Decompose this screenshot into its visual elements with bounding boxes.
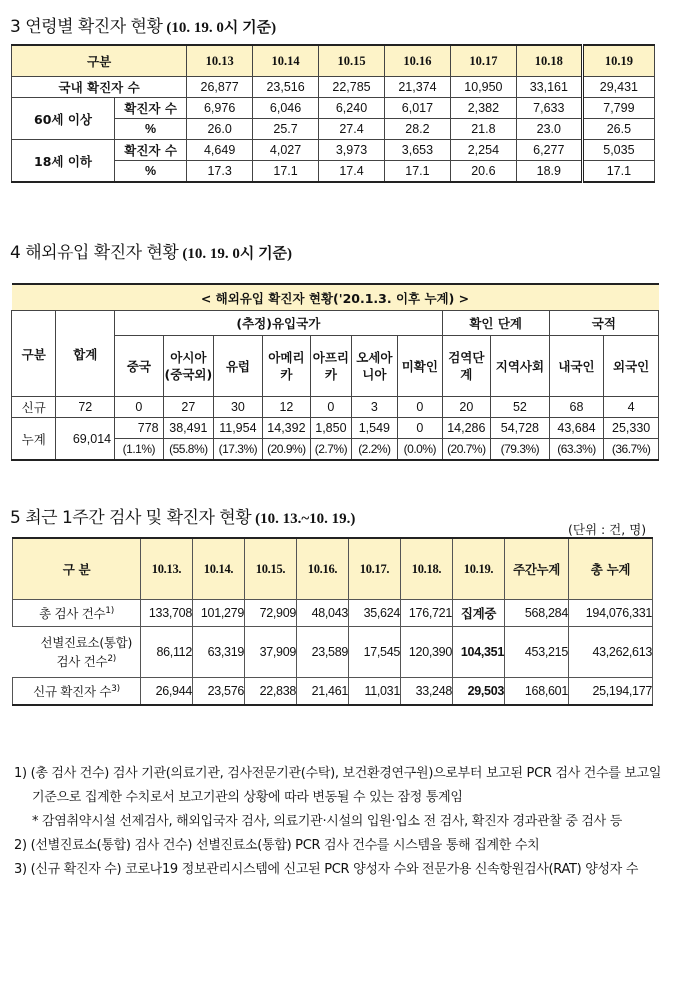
tests-value-pending: 집계중: [453, 600, 505, 627]
under18-pct: 17.1: [384, 161, 450, 183]
screening-value: 104,351: [453, 627, 505, 678]
cases-label: 확진자 수: [115, 140, 187, 161]
footnotes: [14, 762, 664, 882]
over60-pct: 27.4: [319, 119, 385, 140]
domestic-label: 국내 확진자 수: [12, 77, 187, 98]
header-weekly-total: 주간누계: [505, 538, 569, 600]
domestic-value: 21,374: [384, 77, 450, 98]
new-cases-value: 23,576: [193, 678, 245, 706]
screening-total: 43,262,613: [569, 627, 653, 678]
under18-cases: 3,973: [319, 140, 385, 161]
header-gubun: 구분: [12, 311, 56, 397]
total-tests-label-text: 총 검사 건수: [39, 606, 106, 621]
cum-pct: (20.9%): [262, 439, 311, 461]
header-date: 10.14: [253, 45, 319, 77]
new-value: 0: [115, 397, 164, 418]
over60-pct: 23.0: [516, 119, 582, 140]
header-countries: (추정)유입국가: [115, 311, 442, 336]
over60-cases: 7,799: [582, 98, 654, 119]
new-value: 30: [214, 397, 263, 418]
tests-value: 133,708: [141, 600, 193, 627]
cum-value: 25,330: [604, 418, 659, 439]
pct-label: %: [115, 161, 187, 183]
header-date: 10.13.: [141, 538, 193, 600]
tests-value: 48,043: [297, 600, 349, 627]
age-table-header: [12, 45, 655, 77]
cum-value: 0: [398, 418, 442, 439]
tests-value: 101,279: [193, 600, 245, 627]
footnote-mark: 2): [107, 653, 116, 664]
section5-title-text: 5 최근 1주간 검사 및 확진자 현황: [10, 508, 252, 528]
header-nationality: 국적: [549, 311, 658, 336]
section5-title: [10, 503, 355, 528]
header-date: 10.14.: [193, 538, 245, 600]
cum-pct: (79.3%): [491, 439, 550, 461]
cum-total: 69,014: [56, 418, 115, 461]
screening-value: 37,909: [245, 627, 297, 678]
header-date: 10.17: [450, 45, 516, 77]
footnote-1: 1) (총 검사 건수) 검사 기관(의료기관, 검사전문기관(수탁), 보건환경연구원)으로부터 보고된 PCR 검사 건수를 보고일 기준으로 집계한 수치로서 보고기관의 상황에 따라 변동될 수 있는 잠정 통계임: [14, 766, 662, 805]
screening-label-a: 선별진료소(통합): [40, 634, 133, 650]
new-value: 72: [56, 397, 115, 418]
section4-title-text: 4 해외유입 확진자 현황: [10, 243, 179, 263]
header-foreign: 외국인: [604, 336, 659, 397]
header-date: 10.15.: [245, 538, 297, 600]
new-cases-value: 21,461: [297, 678, 349, 706]
over60-cases-row: [12, 98, 655, 119]
over60-cases: 6,240: [319, 98, 385, 119]
footnote-3: 3) (신규 확진자 수) 코로나19 정보관리시스템에 신고된 PCR 양성자 수와 전문가용 신속항원검사(RAT) 양성자 수: [14, 862, 639, 877]
domestic-value: 29,431: [582, 77, 654, 98]
new-cases-label-text: 신규 확진자 수: [33, 684, 112, 699]
under18-cases: 6,277: [516, 140, 582, 161]
footnote-mark: 3): [111, 683, 120, 694]
new-cases-value: 22,838: [245, 678, 297, 706]
under18-cases: 4,027: [253, 140, 319, 161]
under18-label: 18세 이하: [12, 140, 115, 183]
header-date: 10.16.: [297, 538, 349, 600]
over60-pct: 21.8: [450, 119, 516, 140]
new-value: 4: [604, 397, 659, 418]
cum-pct: (2.7%): [311, 439, 351, 461]
new-value: 0: [311, 397, 351, 418]
under18-cases: 5,035: [582, 140, 654, 161]
over60-pct: 26.0: [187, 119, 253, 140]
cum-pct: (20.7%): [442, 439, 491, 461]
header-date: 10.17.: [349, 538, 401, 600]
tests-total: 194,076,331: [569, 600, 653, 627]
cases-label: 확진자 수: [115, 98, 187, 119]
under18-pct: 18.9: [516, 161, 582, 183]
header-date: 10.15: [319, 45, 385, 77]
unit-label: (단위 : 건, 명): [568, 522, 647, 537]
overseas-caption: < 해외유입 확진자 현황('20.1.3. 이후 누계) >: [12, 284, 659, 311]
weekly-header-row: [13, 538, 653, 600]
header-community: 지역사회: [491, 336, 550, 397]
cum-value: 43,684: [549, 418, 604, 439]
screening-tests-label: [13, 627, 141, 678]
screening-value: 63,319: [193, 627, 245, 678]
over60-cases: 6,046: [253, 98, 319, 119]
over60-cases: 7,633: [516, 98, 582, 119]
header-quarantine: 검역단계: [442, 336, 491, 397]
overseas-table: [11, 283, 659, 461]
cum-pct: (0.0%): [398, 439, 442, 461]
header-unknown: 미확인: [398, 336, 442, 397]
header-date: 10.19.: [453, 538, 505, 600]
screening-value: 17,545: [349, 627, 401, 678]
new-value: 3: [351, 397, 398, 418]
over60-pct: 28.2: [384, 119, 450, 140]
cum-value: 14,392: [262, 418, 311, 439]
pct-label: %: [115, 119, 187, 140]
cum-pct: (55.8%): [163, 439, 214, 461]
header-date: 10.18: [516, 45, 582, 77]
cum-pct: (36.7%): [604, 439, 659, 461]
weekly-test-table: [12, 537, 653, 706]
screening-value: 86,112: [141, 627, 193, 678]
under18-cases: 3,653: [384, 140, 450, 161]
cum-pct: (2.2%): [351, 439, 398, 461]
under18-cases: 4,649: [187, 140, 253, 161]
domestic-value: 26,877: [187, 77, 253, 98]
domestic-value: 22,785: [319, 77, 385, 98]
tests-weekly: 568,284: [505, 600, 569, 627]
over60-label: 60세 이상: [12, 98, 115, 140]
over60-cases: 6,976: [187, 98, 253, 119]
cum-value: 38,491: [163, 418, 214, 439]
overseas-caption-row: [12, 284, 659, 311]
new-label: 신규: [12, 397, 56, 418]
header-america: 아메리카: [262, 336, 311, 397]
cum-value: 14,286: [442, 418, 491, 439]
cum-pct: (17.3%): [214, 439, 263, 461]
under18-pct: 17.1: [582, 161, 654, 183]
cum-pct: (63.3%): [549, 439, 604, 461]
cum-value: 1,549: [351, 418, 398, 439]
new-cases-weekly: 168,601: [505, 678, 569, 706]
over60-cases: 2,382: [450, 98, 516, 119]
section4-subtitle: (10. 19. 0시 기준): [182, 246, 293, 262]
new-cases-total: 25,194,177: [569, 678, 653, 706]
cum-value: 778: [115, 418, 164, 439]
new-cases-row: [13, 678, 653, 706]
under18-cases: 2,254: [450, 140, 516, 161]
new-value: 0: [398, 397, 442, 418]
cum-value: 1,850: [311, 418, 351, 439]
overseas-header-row1: [12, 311, 659, 336]
new-value: 20: [442, 397, 491, 418]
cum-value: 54,728: [491, 418, 550, 439]
cum-label: 누계: [12, 418, 56, 461]
header-korean: 내국인: [549, 336, 604, 397]
screening-weekly: 453,215: [505, 627, 569, 678]
domestic-value: 23,516: [253, 77, 319, 98]
new-value: 27: [163, 397, 214, 418]
domestic-value: 10,950: [450, 77, 516, 98]
section4-title: [10, 238, 292, 263]
over60-pct: 26.5: [582, 119, 654, 140]
header-date: 10.13: [187, 45, 253, 77]
under18-pct: 17.3: [187, 161, 253, 183]
section5-subtitle: (10. 13.~10. 19.): [255, 511, 356, 527]
header-date: 10.18.: [401, 538, 453, 600]
total-tests-row: [13, 600, 653, 627]
screening-label-b: 검사 건수: [56, 654, 108, 670]
new-cases-value: 33,248: [401, 678, 453, 706]
new-cases-label: [13, 678, 141, 706]
domestic-value: 33,161: [516, 77, 582, 98]
over60-cases: 6,017: [384, 98, 450, 119]
over60-pct: 25.7: [253, 119, 319, 140]
cum-value: 11,954: [214, 418, 263, 439]
header-grand-total: 총 누계: [569, 538, 653, 600]
screening-value: 23,589: [297, 627, 349, 678]
under18-pct: 20.6: [450, 161, 516, 183]
overseas-new-row: [12, 397, 659, 418]
header-africa: 아프리카: [311, 336, 351, 397]
total-tests-label: [13, 600, 141, 627]
section3-subtitle: (10. 19. 0시 기준): [166, 20, 277, 36]
new-cases-value: 26,944: [141, 678, 193, 706]
tests-value: 176,721: [401, 600, 453, 627]
footnote-1-detail: * 감염취약시설 선제검사, 해외입국자 검사, 의료기관·시설의 입원·입소 전 검사, 확진자 경과관찰 중 검사 등: [32, 814, 623, 829]
header-china: 중국: [115, 336, 164, 397]
section3-title-text: 3 연령별 확진자 현황: [10, 17, 163, 37]
new-value: 52: [491, 397, 550, 418]
new-value: 12: [262, 397, 311, 418]
footnote-2: 2) (선별진료소(통합) 검사 건수) 선별진료소(통합) PCR 검사 건수를 시스템을 통해 집계한 수치: [14, 838, 540, 853]
domestic-row: [12, 77, 655, 98]
age-table: [11, 44, 655, 183]
header-total: 합계: [56, 311, 115, 397]
screening-value: 120,390: [401, 627, 453, 678]
under18-cases-row: [12, 140, 655, 161]
under18-pct: 17.4: [319, 161, 385, 183]
cum-pct: (1.1%): [115, 439, 164, 461]
footnote-mark: 1): [105, 605, 114, 616]
new-value: 68: [549, 397, 604, 418]
new-cases-value: 29,503: [453, 678, 505, 706]
header-oceania: 오세아니아: [351, 336, 398, 397]
section3-title: [10, 12, 276, 37]
new-cases-value: 11,031: [349, 678, 401, 706]
header-gubun: 구 분: [13, 538, 141, 600]
header-gubun: 구분: [12, 45, 187, 77]
screening-tests-row: [13, 627, 653, 678]
tests-value: 72,909: [245, 600, 297, 627]
tests-value: 35,624: [349, 600, 401, 627]
header-asia: 아시아(중국외): [163, 336, 214, 397]
header-date: 10.16: [384, 45, 450, 77]
overseas-cum-row: [12, 418, 659, 439]
header-confirm-stage: 확인 단계: [442, 311, 549, 336]
header-europe: 유럽: [214, 336, 263, 397]
header-date: 10.19: [582, 45, 654, 77]
under18-pct: 17.1: [253, 161, 319, 183]
